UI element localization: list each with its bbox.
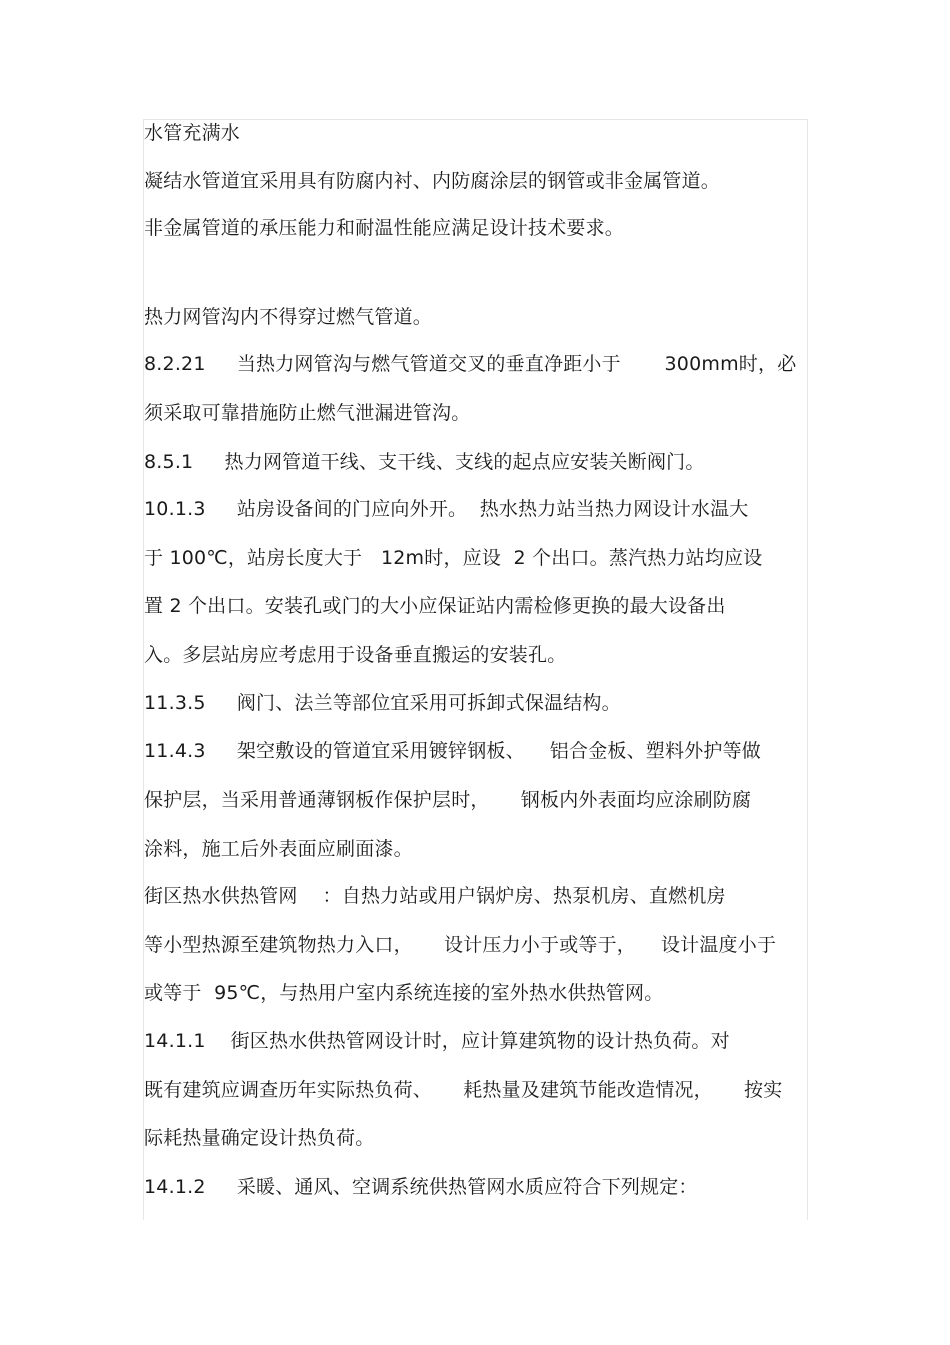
text-line: 热力网管沟内不得穿过燃气管道。 [144,306,433,328]
text-line: 入。多层站房应考虑用于设备垂直搬运的安装孔。 [144,644,567,666]
text-line: 11.4.3 架空敷设的管道宜采用镀锌钢板、 铝合金板、塑料外护等做 [144,740,761,762]
text-line: 或等于 95℃，与热用户室内系统连接的室外热水供热管网。 [144,982,664,1004]
text-line: 10.1.3 站房设备间的门应向外开。 热水热力站当热力网设计水温大 [144,498,749,520]
text-line: 须采取可靠措施防止燃气泄漏进管沟。 [144,402,471,424]
text-line: 11.3.5 阀门、法兰等部位宜采用可拆卸式保温结构。 [144,692,621,714]
text-line: 非金属管道的承压能力和耐温性能应满足设计技术要求。 [144,217,625,239]
text-line: 于 100℃，站房长度大于 12m时，应设 2 个出口。蒸汽热力站均应设 [144,547,763,569]
text-line: 14.1.1 街区热水供热管网设计时，应计算建筑物的设计热负荷。对 [144,1030,730,1052]
text-line: 保护层，当采用普通薄钢板作保护层时， 钢板内外表面均应涂刷防腐 [144,789,752,811]
page-frame [143,119,808,1220]
text-line: 水管充满水 [144,122,241,144]
text-line: 既有建筑应调查历年实际热负荷、 耗热量及建筑节能改造情况， 按实 [144,1079,783,1101]
text-line: 等小型热源至建筑物热力入口， 设计压力小于或等于， 设计温度小于 [144,934,777,956]
text-line: 涂料，施工后外表面应刷面漆。 [144,838,413,860]
text-line: 置 2 个出口。安装孔或门的大小应保证站内需检修更换的最大设备出 [144,595,726,617]
text-line: 街区热水供热管网 ：自热力站或用户锅炉房、热泵机房、直燃机房 [144,885,726,907]
text-line: 际耗热量确定设计热负荷。 [144,1127,375,1149]
text-line: 8.2.21 当热力网管沟与燃气管道交叉的垂直净距小于 300mm时，必 [144,353,797,375]
text-line: 凝结水管道宜采用具有防腐内衬、内防腐涂层的钢管或非金属管道。 [144,170,721,192]
text-line: 8.5.1 热力网管道干线、支干线、支线的起点应安装关断阀门。 [144,451,705,473]
text-line: 14.1.2 采暖、通风、空调系统供热管网水质应符合下列规定： [144,1176,698,1198]
